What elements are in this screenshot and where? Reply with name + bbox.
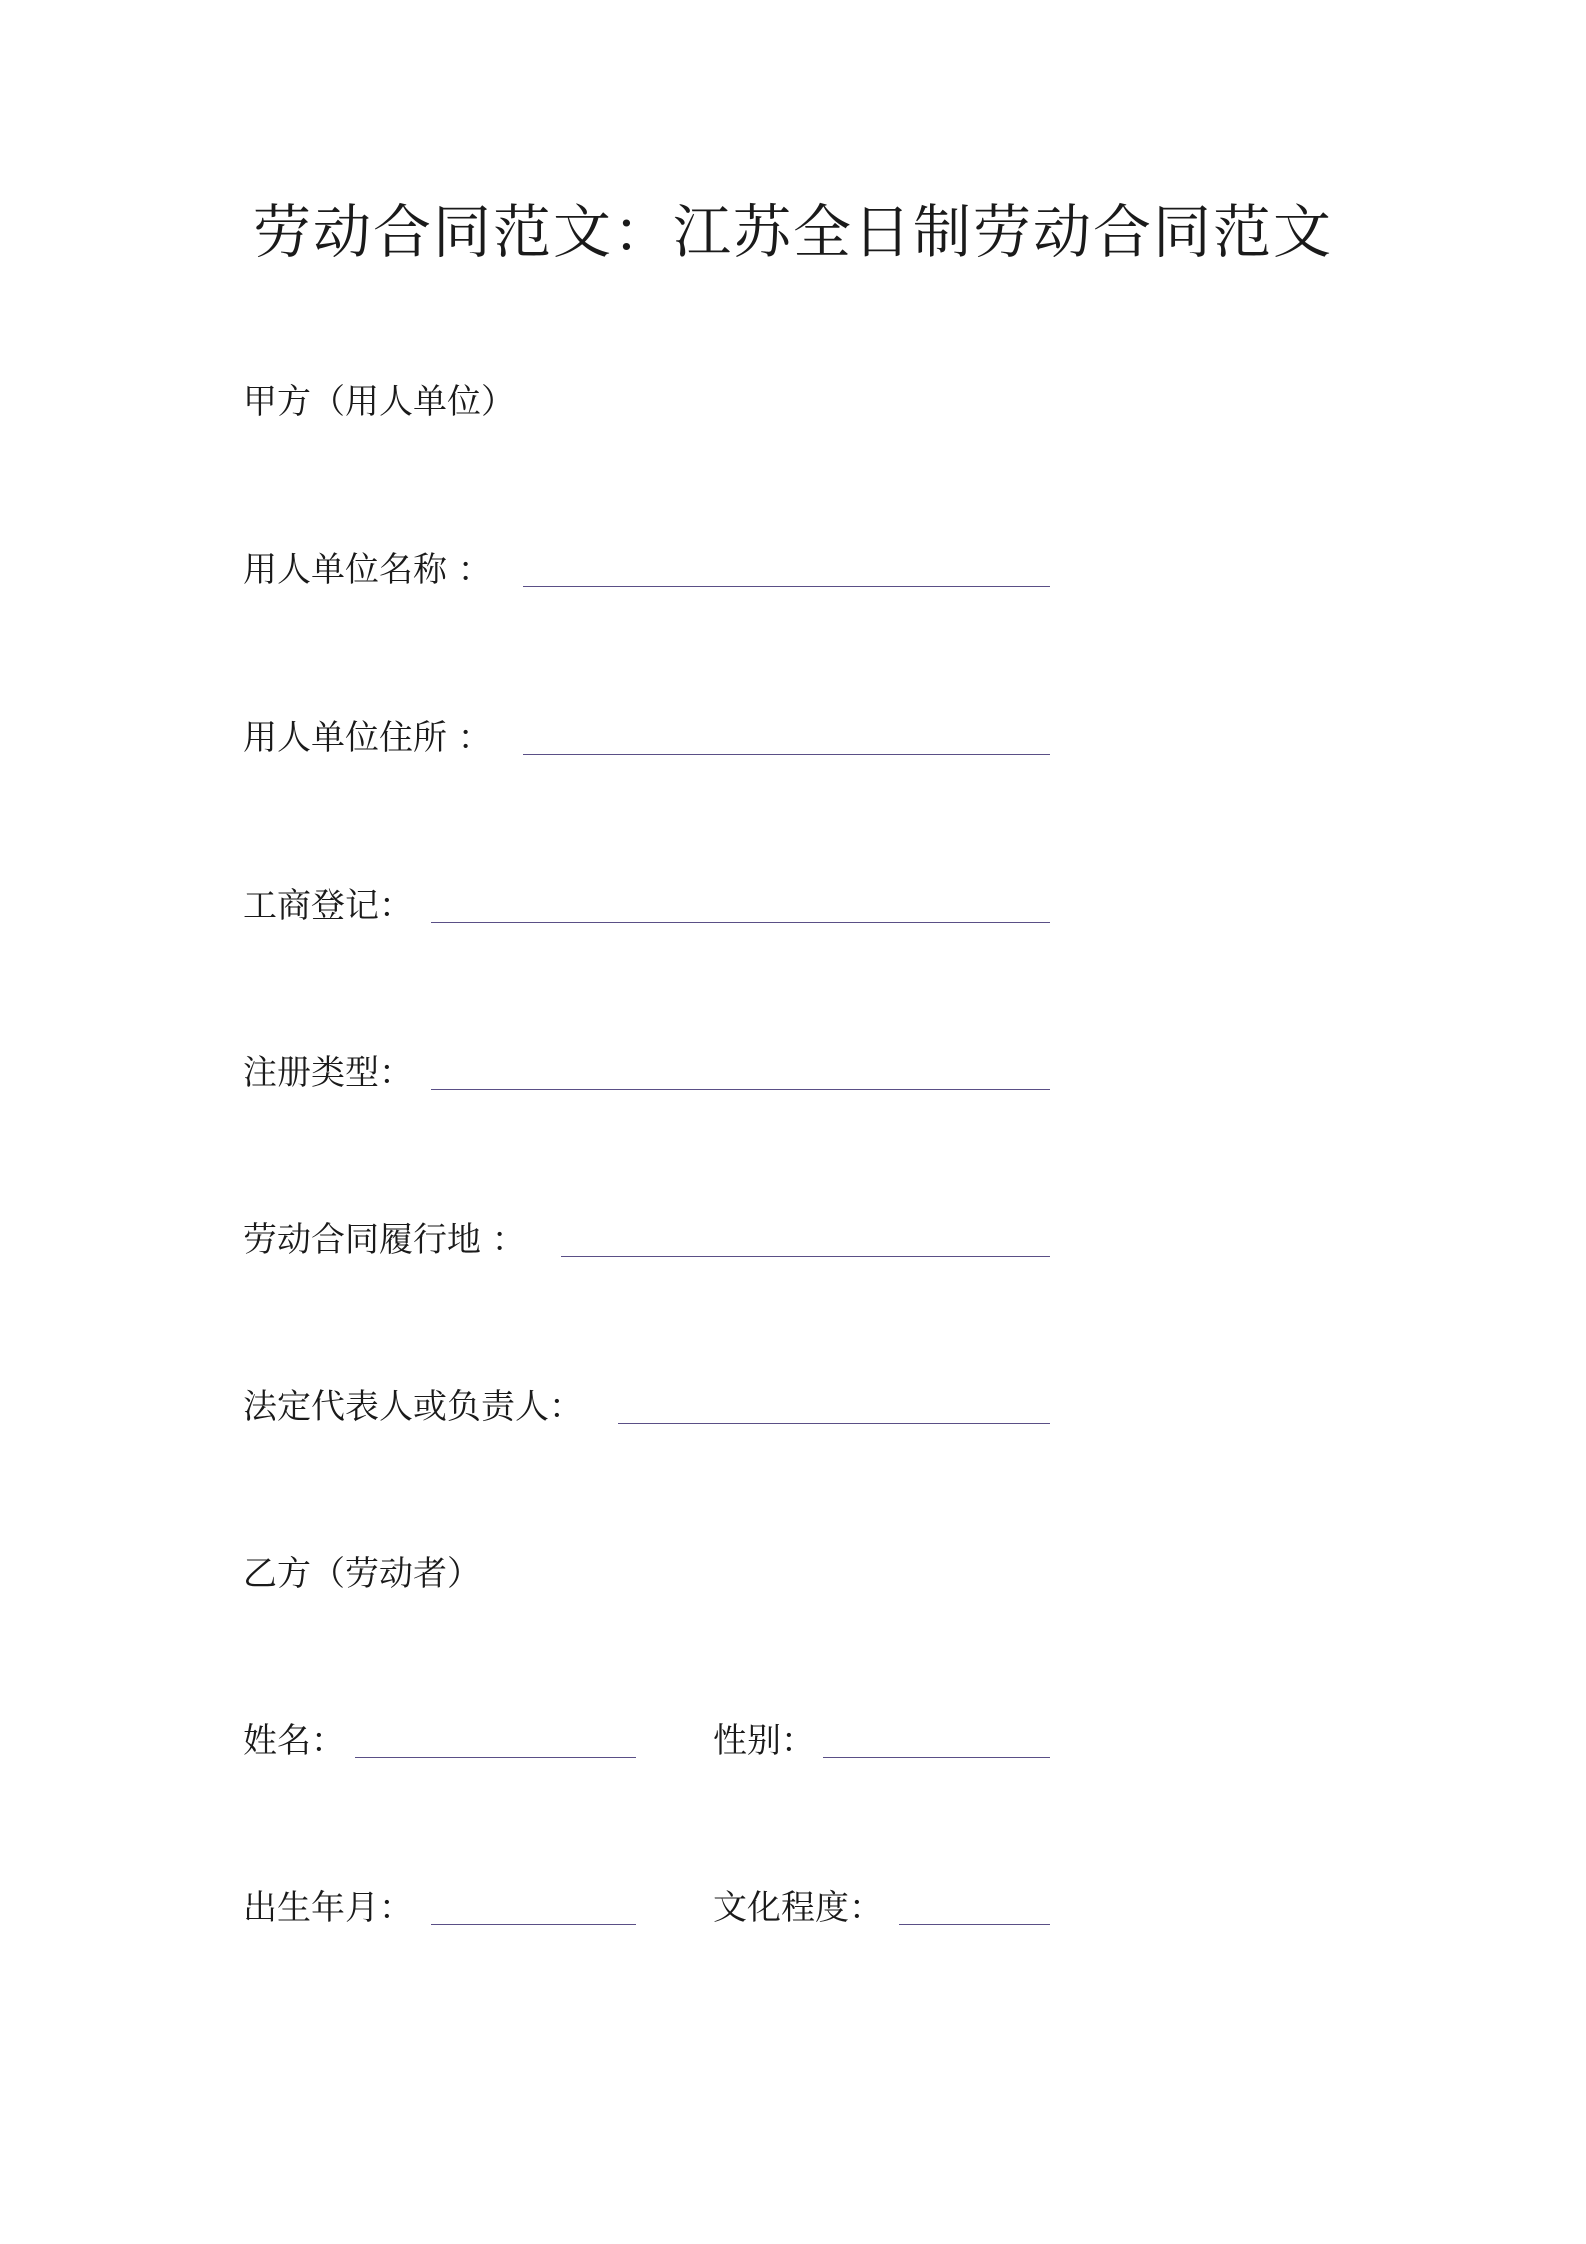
contract-place-label: 劳动合同履行地 ：: [243, 1220, 526, 1260]
party-a-heading: 甲方（用人单位）: [243, 382, 515, 422]
employer-name-field[interactable]: [523, 586, 1050, 587]
birth-date-field[interactable]: [431, 1924, 636, 1925]
education-field[interactable]: [899, 1924, 1050, 1925]
education-label: 文化程度：: [713, 1888, 883, 1928]
registration-type-field[interactable]: [431, 1089, 1050, 1090]
contract-place-field[interactable]: [561, 1256, 1050, 1257]
business-registration-field[interactable]: [431, 922, 1050, 923]
gender-label: 性别：: [713, 1721, 815, 1761]
legal-representative-label: 法定代表人或负责人：: [243, 1387, 583, 1427]
employer-name-label: 用人单位名称 ：: [243, 550, 492, 590]
legal-representative-field[interactable]: [618, 1423, 1050, 1424]
document-title: 劳动合同范文：江苏全日制劳动合同范文: [252, 198, 1333, 266]
worker-name-field[interactable]: [355, 1757, 636, 1758]
business-registration-label: 工商登记：: [243, 886, 413, 926]
employer-address-label: 用人单位住所 ：: [243, 718, 492, 758]
employer-address-field[interactable]: [523, 754, 1050, 755]
registration-type-label: 注册类型：: [243, 1053, 413, 1093]
worker-name-label: 姓名：: [243, 1721, 345, 1761]
birth-date-label: 出生年月：: [243, 1888, 413, 1928]
gender-field[interactable]: [823, 1757, 1050, 1758]
party-b-heading: 乙方（劳动者）: [243, 1554, 481, 1594]
